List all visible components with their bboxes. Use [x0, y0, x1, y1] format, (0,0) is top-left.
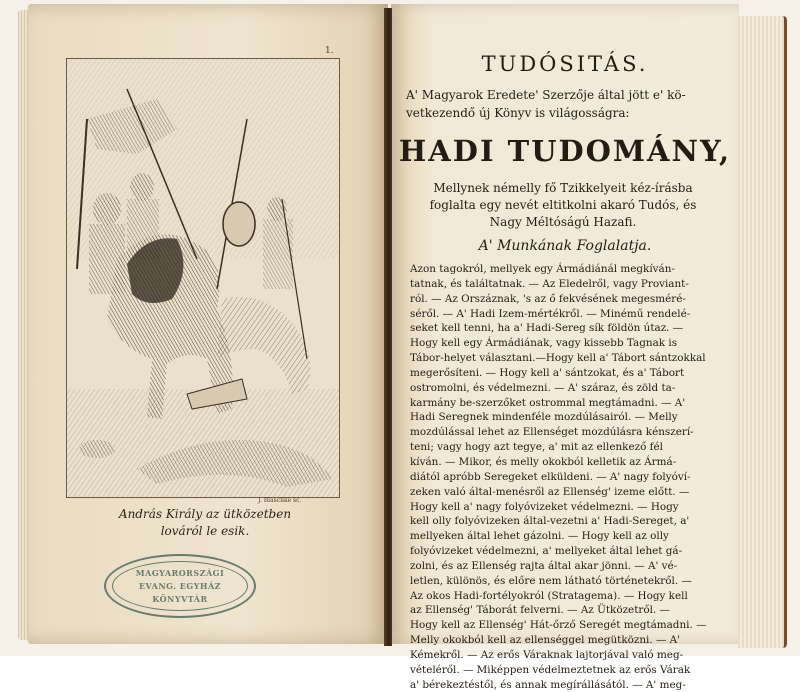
contents-line: tatnak, és találtatnak. — Az Eledelről, vagy Proviant-	[410, 277, 689, 290]
battle-engraving-illustration	[67, 59, 339, 497]
contents-line: kell olly folyóvizeken által-vezetni a' Hadi-Sereget, a'	[410, 515, 690, 528]
contents-line: mozdúlással lehet az Ellenséget mozdúlásra kénszerí-	[410, 426, 694, 439]
contents-line: Azon tagokról, mellyek egy Ármádiánál megkíván-	[410, 263, 675, 275]
engraver-signature: J. Blaschke sc.	[258, 497, 302, 504]
engraving-battle-scene	[66, 58, 340, 498]
contents-line: a' bérekeztéstől, és annak megírállásától. — A' meg-	[410, 678, 686, 691]
contents-line: letlen, különös, és előre nem látható történetekről. —	[410, 574, 692, 587]
caption-line: lováról le esik.	[160, 524, 250, 538]
contents-line: Hogy kell az Ellenség' Hát-őrző Seregét megtámadni. —	[410, 619, 707, 632]
intro-line: A' Magyarok Eredete' Szerzője által jött e' kö-	[406, 88, 686, 102]
contents-line: Tábor-helyet választani.—Hogy kell a' Tábort sántzokkal	[410, 352, 706, 365]
contents-line: kíván. — Mikor, és melly okokból kelletik az Ármá-	[410, 455, 677, 468]
stamp-text-line: MAGYARORSZÁGI	[135, 568, 225, 578]
description-line: foglalta egy nevét eltitkolni akaró Tudós, és	[429, 198, 697, 212]
contents-line: mellyeken által lehet gázolni. — Hogy kell az olly	[410, 530, 669, 543]
description-line: Mellynek némelly fő Tzikkelyeit kéz-írásba	[433, 181, 693, 195]
contents-list	[410, 262, 710, 692]
contents-line: ról. — Az Orszáznak, 's az ő fekvésének megesméré-	[410, 292, 686, 305]
intro-paragraph	[406, 86, 722, 122]
contents-line: megerősíteni. — Hogy kell a' sántzokat, és a' Tábort	[410, 366, 685, 379]
contents-line: karmány be-szerzőket ostrommal megtámadni. — A'	[410, 396, 686, 409]
contents-line: Az okos Hadi-fortélyokról (Stratagema). — Hogy kell	[410, 589, 688, 602]
caption-line: András Király az ütközetben	[118, 507, 292, 521]
stamp-text-line: KÖNYVTÁR	[152, 594, 208, 604]
contents-line: zolni, és az Ellenség rajta által akar jönni. — A' vé-	[410, 559, 678, 572]
book-title: HADI TUDOMÁNY,	[398, 134, 732, 168]
contents-line: Hogy kell egy Ármádiának, vagy kissebb Tagnak is	[410, 337, 678, 350]
contents-line: diától apróbb Seregeket elküldeni. — A' nagy folyóví-	[410, 470, 691, 483]
page-heading: TUDÓSITÁS.	[481, 52, 649, 76]
contents-heading: A' Munkának Foglalatja.	[478, 238, 652, 254]
contents-line: zeken való által-menésről az Ellenség' izeme előtt. —	[410, 485, 690, 498]
plate-number: 1.	[325, 46, 334, 56]
right-page-stack	[738, 16, 787, 648]
description-line: Nagy Méltóságú Hazafi.	[489, 215, 637, 229]
contents-line: teni; vagy hogy azt tegye, a' mit az ellenkező fél	[410, 441, 663, 454]
contents-line: az Ellenség' Táborát felverni. — Az Ütközetről. —	[410, 604, 670, 617]
stamp-text-line: EVANG. EGYHÁZ	[138, 581, 222, 591]
book-spine	[384, 8, 392, 646]
book-description	[410, 180, 716, 231]
intro-line: vetkezendő új Könyv is világosságra:	[406, 106, 630, 120]
contents-line: folyóvizeket védelmezni, a' mellyeket által lehet gá-	[410, 545, 683, 558]
contents-line: Hadi Seregnek mindenféle mozdúlásairól. — Melly	[410, 411, 678, 424]
contents-line: séről. — A' Hadi Izem-mértékről. — Minémű rendelé-	[410, 307, 691, 320]
contents-line: ostromolni, és védelmezni. — A' száraz, és zöld ta-	[410, 381, 676, 394]
contents-line: Melly okokból kell az ellenséggel megütközni. — A'	[410, 634, 681, 647]
plate-caption	[70, 506, 340, 540]
contents-line: Kémekről. — Az erős Váraknak lajtorjával való meg-	[410, 648, 684, 661]
contents-line: vételéről. — Miképpen védelmeztetnek az erős Várak	[410, 663, 691, 676]
contents-line: Hogy kell a' nagy folyóvizeket védelmezni. — Hogy	[410, 500, 679, 513]
library-stamp	[104, 554, 256, 618]
contents-line: seket kell tenni, ha a' Hadi-Sereg sík földön útaz. —	[410, 322, 684, 335]
